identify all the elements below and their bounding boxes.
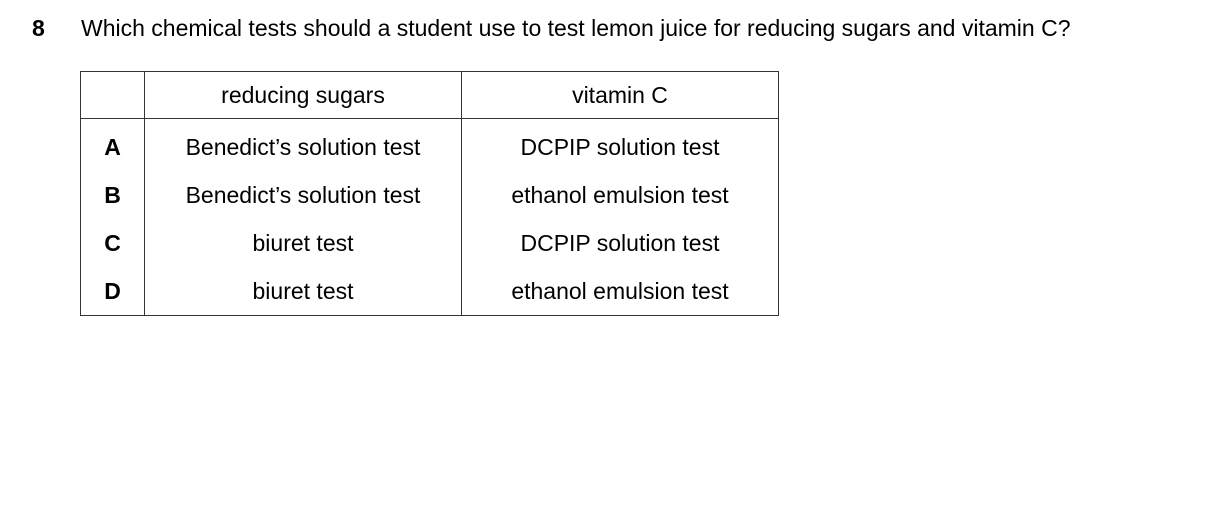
reducing-sugars-test: Benedict’s solution test <box>145 171 462 219</box>
vitamin-c-test: ethanol emulsion test <box>462 267 779 316</box>
table-row <box>81 219 779 267</box>
table-row <box>81 171 779 219</box>
vitamin-c-test: DCPIP solution test <box>462 119 779 172</box>
question-number: 8 <box>32 15 45 41</box>
reducing-sugars-test: Benedict’s solution test <box>145 119 462 172</box>
header-vitamin-c: vitamin C <box>462 72 779 119</box>
header-letter-cell <box>81 72 145 119</box>
option-letter: D <box>81 267 145 316</box>
option-letter: A <box>81 119 145 172</box>
reducing-sugars-test: biuret test <box>145 219 462 267</box>
vitamin-c-test: ethanol emulsion test <box>462 171 779 219</box>
table-row <box>81 119 779 172</box>
table-header-row <box>81 72 779 119</box>
reducing-sugars-test: biuret test <box>145 267 462 316</box>
question-text: Which chemical tests should a student use to test lemon juice for reducing sugars and vitamin C? <box>81 15 1071 41</box>
vitamin-c-test: DCPIP solution test <box>462 219 779 267</box>
option-letter: B <box>81 171 145 219</box>
table-row <box>81 267 779 316</box>
answer-options-table <box>80 71 779 316</box>
option-letter: C <box>81 219 145 267</box>
header-reducing-sugars: reducing sugars <box>145 72 462 119</box>
